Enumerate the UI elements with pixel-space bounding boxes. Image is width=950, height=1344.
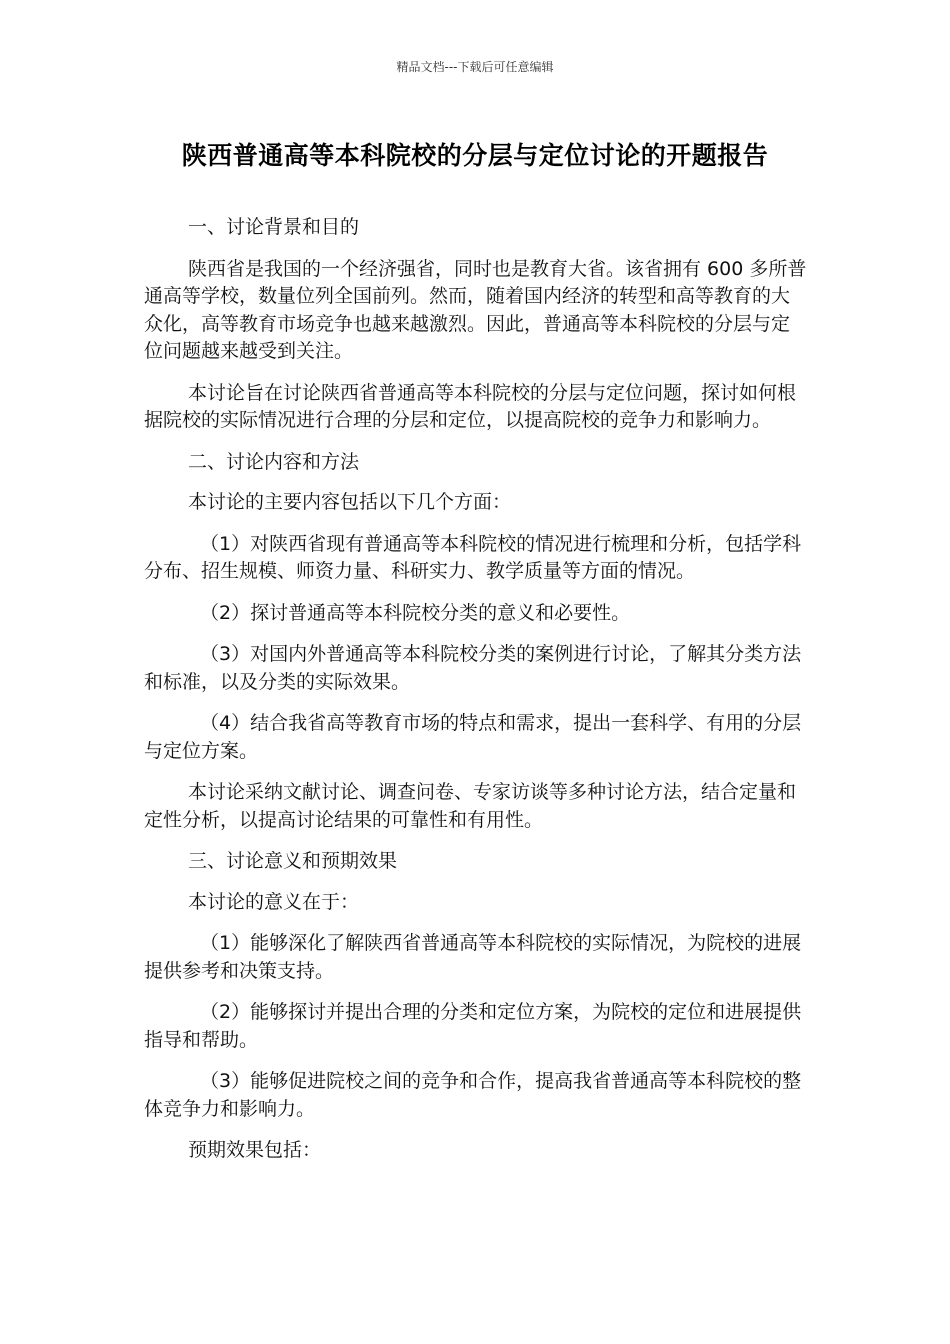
paragraph-content-intro: 本讨论的主要内容包括以下几个方面： xyxy=(188,491,512,513)
section-heading-1: 一、讨论背景和目的 xyxy=(188,216,360,238)
document-title: 陕西普通高等本科院校的分层与定位讨论的开题报告 xyxy=(181,141,769,170)
page-header: 精品文档---下载后可任意编辑 xyxy=(396,60,554,74)
list-item: （3）对国内外普通高等本科院校分类的案例进行讨论，了解其分类方法和标准，以及分类的实际效果。 xyxy=(144,643,802,693)
paragraph-methods: 本讨论采纳文献讨论、调查问卷、专家访谈等多种讨论方法，结合定量和定性分析，以提高讨论结果的可靠性和有用性。 xyxy=(144,781,797,831)
list-item: （1）能够深化了解陕西省普通高等本科院校的实际情况，为院校的进展提供参考和决策支持。 xyxy=(144,932,802,982)
list-item: （2）能够探讨并提出合理的分类和定位方案，为院校的定位和进展提供指导和帮助。 xyxy=(144,1001,802,1051)
document-body xyxy=(144,214,808,1165)
list-item: （3）能够促进院校之间的竞争和合作，提高我省普通高等本科院校的整体竞争力和影响力。 xyxy=(144,1070,802,1120)
list-item: （4）结合我省高等教育市场的特点和需求，提出一套科学、有用的分层与定位方案。 xyxy=(144,712,802,762)
section-heading-3: 三、讨论意义和预期效果 xyxy=(188,850,398,872)
list-item: （2）探讨普通高等本科院校分类的意义和必要性。 xyxy=(200,601,631,624)
list-item: （1）对陕西省现有普通高等本科院校的情况进行梳理和分析，包括学科分布、招生规模、师资力量、科研实力、教学质量等方面的情况。 xyxy=(144,532,802,582)
paragraph-background: 陕西省是我国的一个经济强省，同时也是教育大省。该省拥有 600 多所普通高等学校，数量位列全国前列。然而，随着国内经济的转型和高等教育的大众化，高等教育市场竞争也越来越激烈。因此，普通高等本科院校的分层与定位问题越来越受到关注。 xyxy=(144,257,807,362)
paragraph-purpose: 本讨论旨在讨论陕西省普通高等本科院校的分层与定位问题，探讨如何根据院校的实际情况进行合理的分层和定位，以提高院校的竞争力和影响力。 xyxy=(144,381,797,431)
paragraph-significance-intro: 本讨论的意义在于： xyxy=(188,890,360,913)
paragraph-expected-effects: 预期效果包括： xyxy=(188,1139,322,1161)
section-heading-2: 二、讨论内容和方法 xyxy=(188,450,360,473)
